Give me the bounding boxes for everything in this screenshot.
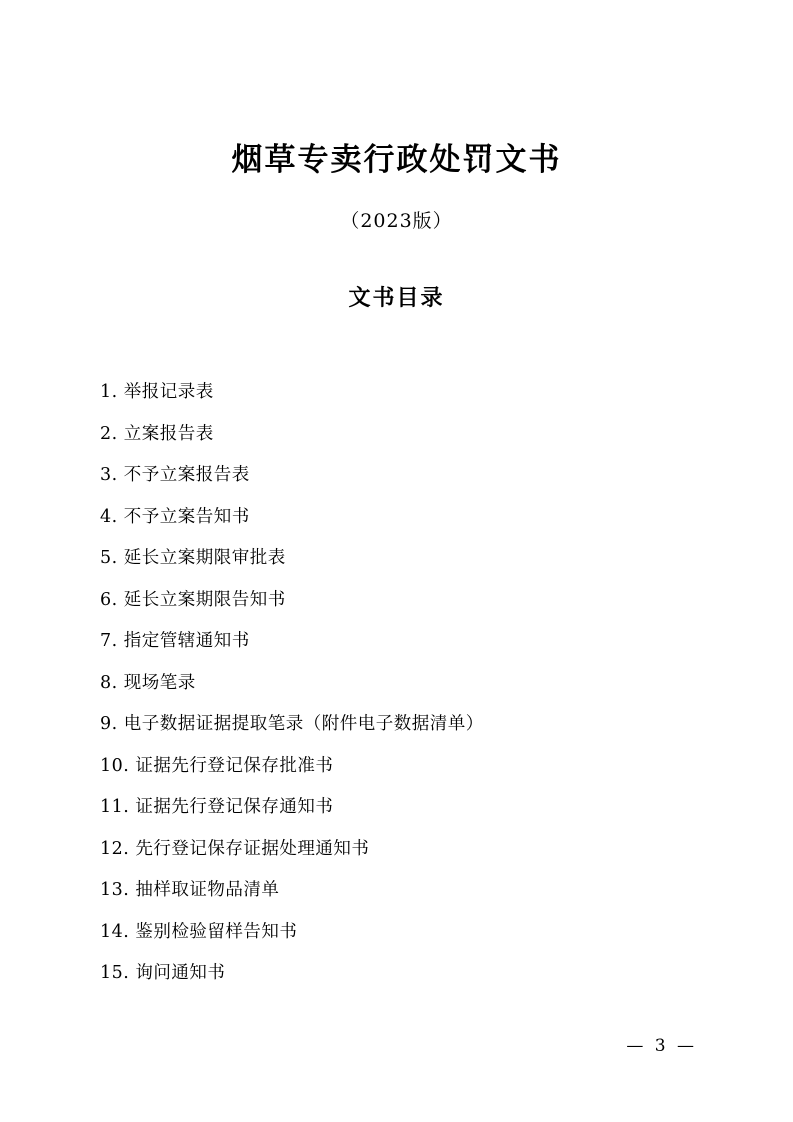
list-item: 2. 立案报告表 <box>100 423 214 444</box>
list-item: 8. 现场笔录 <box>100 672 196 693</box>
list-item: 10. 证据先行登记保存批准书 <box>100 755 334 776</box>
list-item: 13. 抽样取证物品清单 <box>100 880 280 901</box>
list-item: 4. 不予立案告知书 <box>100 506 250 527</box>
page-number: — 3 — <box>626 1036 697 1056</box>
list-item: 5. 延长立案期限审批表 <box>100 548 286 569</box>
document-version: （2023版） <box>340 210 453 233</box>
list-item: 11. 证据先行登记保存通知书 <box>100 797 334 818</box>
list-item: 12. 先行登记保存证据处理通知书 <box>100 838 370 859</box>
page-title: 烟草专卖行政处罚文书 <box>231 142 562 178</box>
list-item: 6. 延长立案期限告知书 <box>100 589 286 610</box>
list-item: 15. 询问通知书 <box>100 963 226 984</box>
toc-list <box>0 312 793 983</box>
list-item: 14. 鉴别检验留样告知书 <box>100 921 298 942</box>
toc-heading: 文书目录 <box>348 285 445 312</box>
list-item: 3. 不予立案报告表 <box>100 465 250 486</box>
list-item: 9. 电子数据证据提取笔录（附件电子数据清单） <box>100 714 484 735</box>
list-item: 7. 指定管辖通知书 <box>100 631 250 652</box>
list-item: 1. 举报记录表 <box>100 382 214 403</box>
